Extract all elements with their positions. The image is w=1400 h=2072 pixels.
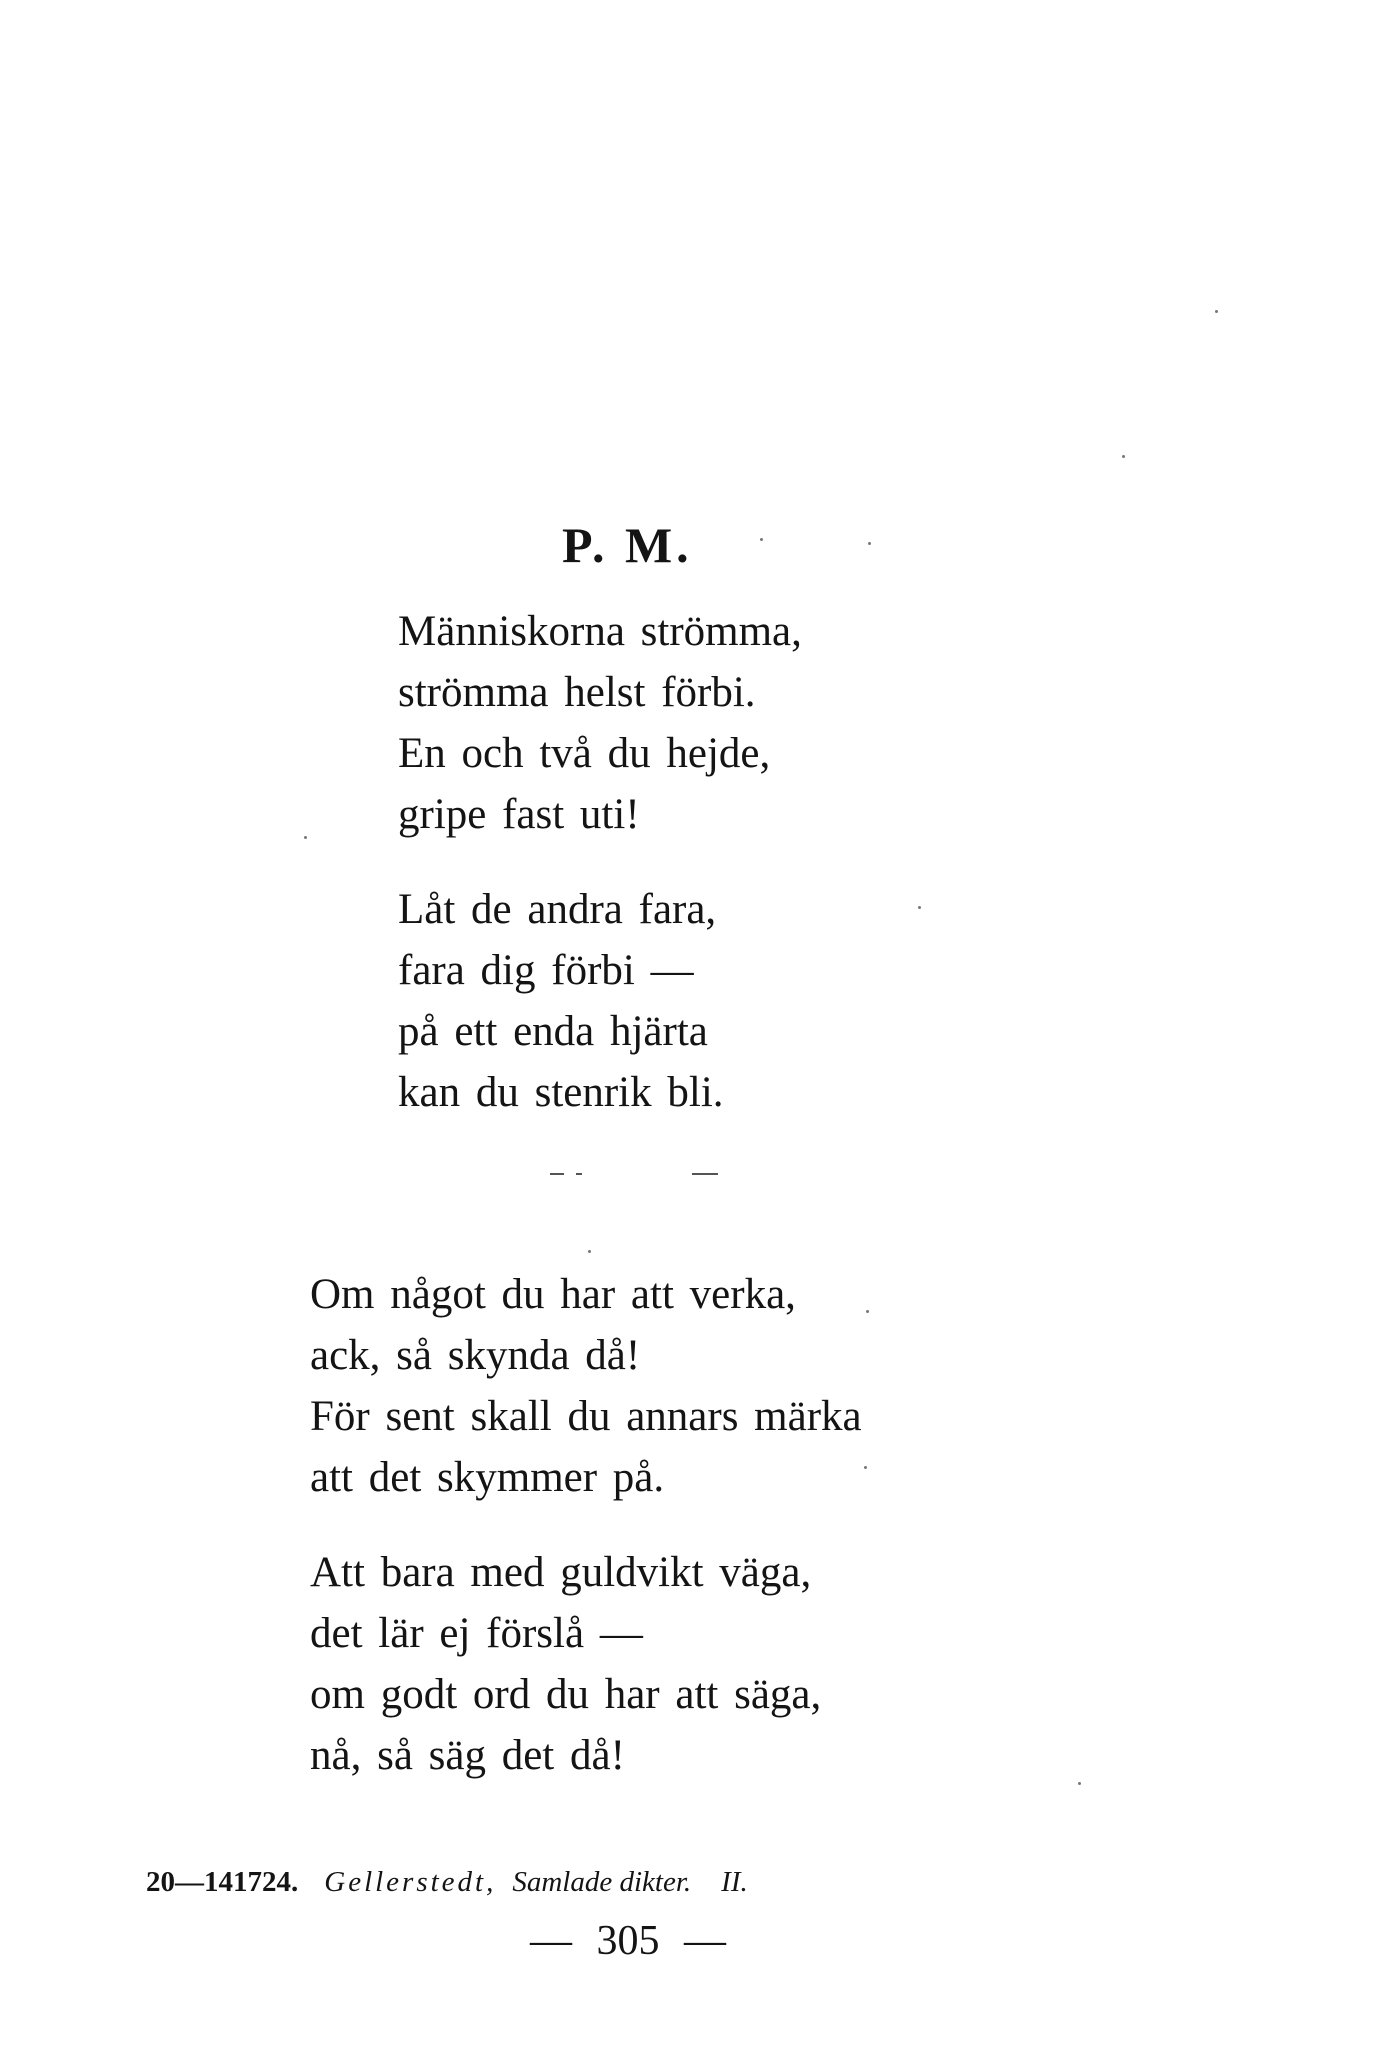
signature-author: Gellerstedt, — [324, 1866, 497, 1898]
separator-dash — [550, 1173, 564, 1175]
verse-line: För sent skall du annars märka — [310, 1393, 862, 1440]
scan-speck — [866, 1310, 869, 1313]
printer-signature — [146, 1868, 748, 1897]
section-separator — [540, 1173, 720, 1177]
scan-speck — [864, 1466, 867, 1469]
scan-speck — [760, 538, 763, 541]
verse-line: kan du stenrik bli. — [398, 1069, 724, 1116]
poem-title: P. M. — [562, 517, 693, 573]
scan-speck — [304, 836, 307, 839]
verse-line: gripe fast uti! — [398, 791, 640, 838]
verse-line: Om något du har att verka, — [310, 1271, 796, 1318]
page-number: — 305 — — [530, 1918, 726, 1964]
stanza-1 — [398, 601, 802, 845]
stanza-2 — [398, 879, 724, 1123]
verse-line: Att bara med guldvikt väga, — [310, 1549, 812, 1596]
stanza-3 — [310, 1264, 862, 1508]
verse-line: fara dig förbi — — [398, 947, 694, 994]
separator-dash — [692, 1173, 718, 1175]
verse-line: strömma helst förbi. — [398, 669, 756, 716]
signature-book-title: Samlade dikter. — [512, 1866, 692, 1898]
verse-line: på ett enda hjärta — [398, 1008, 708, 1055]
verse-line: nå, så säg det då! — [310, 1732, 625, 1779]
scan-speck — [1078, 1782, 1081, 1785]
scan-speck — [588, 1250, 591, 1253]
scan-speck — [868, 542, 871, 545]
signature-number: 20—141724. — [146, 1866, 299, 1898]
separator-dash — [576, 1173, 582, 1175]
verse-line: En och två du hejde, — [398, 730, 771, 777]
verse-line: Människorna strömma, — [398, 608, 802, 655]
scan-speck — [1215, 310, 1218, 313]
verse-line: det lär ej förslå — — [310, 1610, 643, 1657]
verse-line: ack, så skynda då! — [310, 1332, 641, 1379]
verse-line: om godt ord du har att säga, — [310, 1671, 822, 1718]
verse-line: Låt de andra fara, — [398, 886, 717, 933]
signature-volume: II. — [721, 1866, 748, 1898]
stanza-4 — [310, 1542, 821, 1786]
scan-speck — [1122, 455, 1125, 458]
scan-speck — [918, 906, 921, 909]
verse-line: att det skymmer på. — [310, 1454, 665, 1501]
